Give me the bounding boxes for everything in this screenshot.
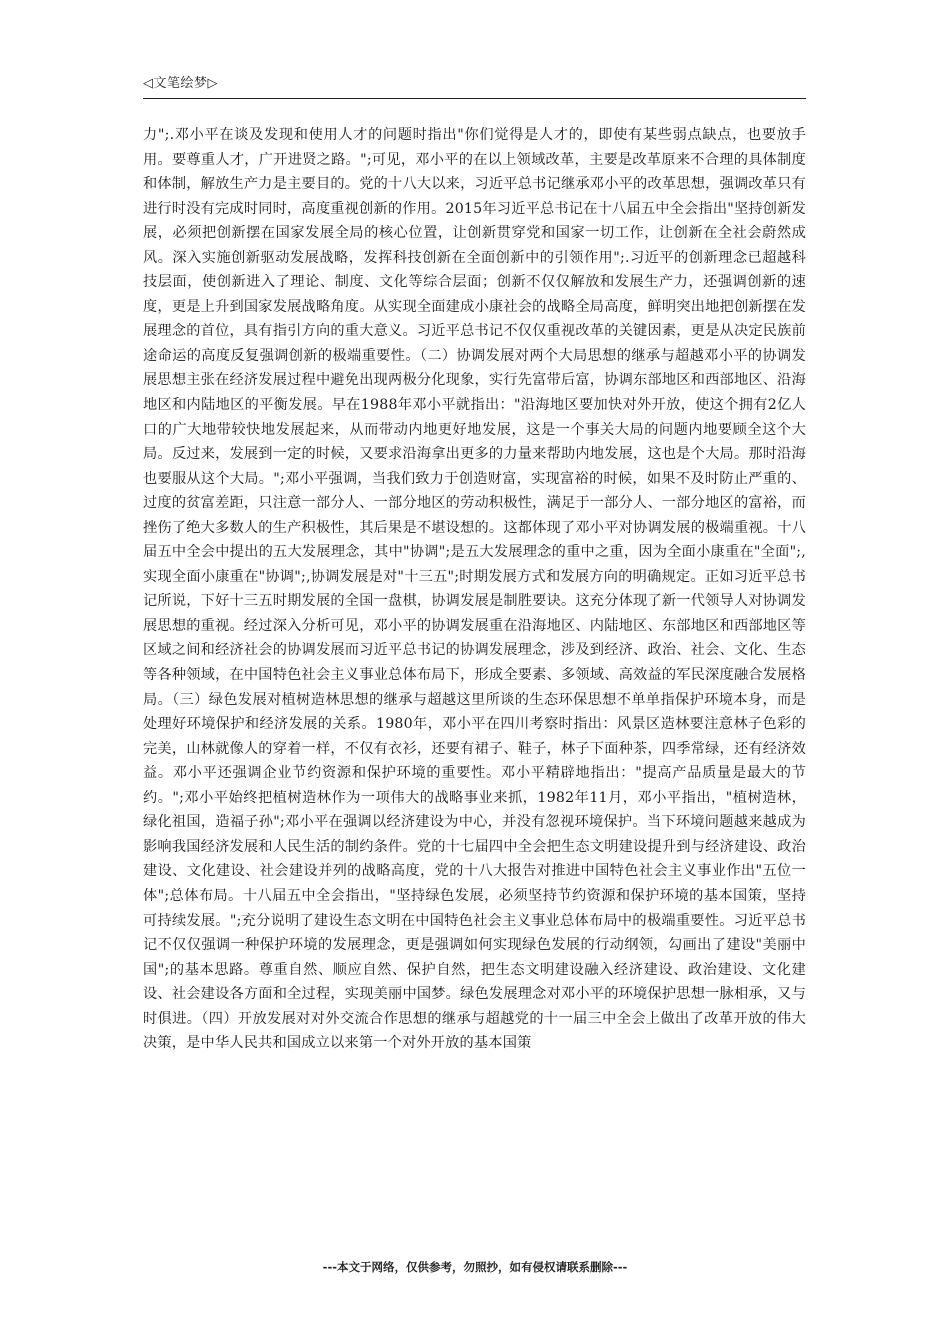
body-paragraph: 力";.邓小平在谈及发现和使用人才的问题时指出"你们觉得是人才的，即使有某些弱点缺点，也要放手用。要尊重人才，广开进贤之路。";可见，邓小平的在以上领域改革，主要是改革原来不合理的具体制度和体制，解放生产力是主要目的。党的十八大以来，习近平总书记继承邓小平的改革思想，强调改革只有进行时没有完成时同时，高度重视创新的作用。2015年习近平总书记在十八届五中全会指出"坚持创新发展，必须把创新摆在国家发展全局的核心位置，让创新贯穿党和国家一切工作，让创新在全社会蔚然成风。深入实施创新驱动发展战略，发挥科技创新在全面创新中的引领作用";.习近平的创新理念已超越科技层面，使创新进入了理论、制度、文化等综合层面；创新不仅仅解放和发展生产力，还强调创新的速度，更是上升到国家发展战略角度。从实现全面建成小康社会的战略全局高度，鲜明突出地把创新摆在发展理念的首位，具有指引方向的重大意义。习近平总书记不仅仅重视改革的关键因素，更是从决定民族前途命运的高度反复强调创新的极端重要性。（二）协调发展对两个大局思想的继承与超越邓小平的协调发展思想主张在经济发展过程中避免出现两极分化现象，实行先富带后富，协调东部地区和西部地区、沿海地区和内陆地区的平衡发展。早在1988年邓小平就指出："沿海地区要加快对外开放，使这个拥有2亿人口的广大地带较快地发展起来，从而带动内地更好地发展，这是一个事关大局的问题内地要顾全这个大局。反过来，发展到一定的时候，又要求沿海拿出更多的力量来帮助内地发展，这也是个大局。那时沿海也要服从这个大局。";邓小平强调，当我们致力于创造财富，实现富裕的时候，如果不及时防止严重的、过度的贫富差距，只注意一部分人、一部分地区的劳动积极性，满足于一部分人、一部分地区的富裕，而挫伤了绝大多数人的生产积极性，其后果是不堪设想的。这都体现了邓小平对协调发展的极端重视。十八届五中全会中提出的五大发展理念，其中"协调";是五大发展理念的重中之重，因为全面小康重在"全面";,实现全面小康重在"协调";,协调发展是对"十三五";时期发展方式和发展方向的明确规定。正如习近平总书记所说，下好十三五时期发展的全国一盘棋，协调发展是制胜要诀。这充分体现了新一代领导人对协调发展思想的重视。经过深入分析可见，邓小平的协调发展重在沿海地区、内陆地区、东部地区和西部地区等区域之间和经济社会的协调发展而习近平总书记的协调发展理念，涉及到经济、政治、社会、文化、生态等各种领域，在中国特色社会主义事业总体布局下，形成全要素、多领域、高效益的军民深度融合发展格局。（三）绿色发展对植树造林思想的继承与超越这里所谈的生态环保思想不单单指保护环境本身，而是处理好环境保护和经济发展的关系。1980年，邓小平在四川考察时指出：风景区造林要注意林子色彩的完美，山林就像人的穿着一样，不仅有衣衫，还要有裙子、鞋子，林子下面种茶，四季常绿，还有经济效益。邓小平还强调企业节约资源和保护环境的重要性。邓小平精辟地指出："提高产品质量是最大的节约。";邓小平始终把植树造林作为一项伟大的战略事业来抓，1982年11月，邓小平指出，"植树造林，绿化祖国，造福子孙";邓小平在强调以经济建设为中心，并没有忽视环境保护。当下环境问题越来越成为影响我国经济发展和人民生活的制约条件。党的十七届四中全会把生态文明建设提升到与经济建设、政治建设、文化建设、社会建设并列的战略高度，党的十八大报告对推进中国特色社会主义事业作出"五位一体";总体布局。十八届五中全会指出，"坚持绿色发展，必须坚持节约资源和保护环境的基本国策，坚持可持续发展。";充分说明了建设生态文明在中国特色社会主义事业总体布局中的极端重要性。习近平总书记不仅仅强调一种保护环境的发展理念，更是强调如何实现绿色发展的行动纲领，勾画出了建设"美丽中国";的基本思路。尊重自然、顺应自然、保护自然，把生态文明建设融入经济建设、政治建设、文化建设、社会建设各方面和全过程，实现美丽中国梦。绿色发展理念对邓小平的环境保护思想一脉相承，又与时俱进。（四）开放发展对对外交流合作思想的继承与超越党的十一届三中全会上做出了改革开放的伟大决策，是中华人民共和国成立以来第一个对外开放的基本国策 bbox=[143, 127, 806, 1052]
footer-disclaimer: ---本文于网络，仅供参考，勿照抄，如有侵权请联系删除--- bbox=[322, 1260, 628, 1274]
header-brand: ◁文笔绘梦▷ bbox=[143, 76, 218, 91]
page-header bbox=[143, 74, 806, 99]
